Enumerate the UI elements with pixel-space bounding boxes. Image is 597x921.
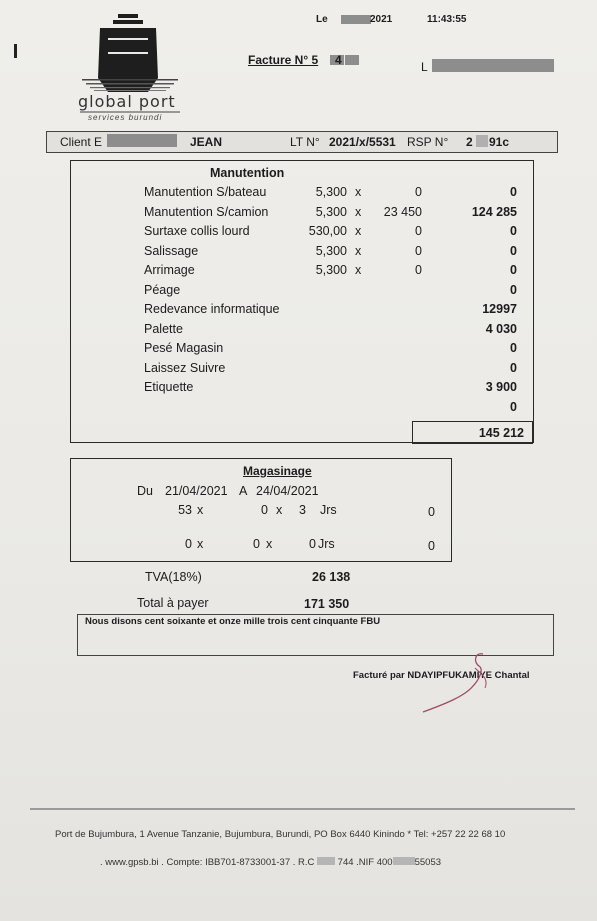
manutention-row-label: Péage: [144, 282, 181, 297]
margin-mark: [14, 44, 17, 58]
manutention-row-rate: 530,00: [308, 224, 347, 238]
rsp-value-a: 2: [466, 135, 473, 149]
manutention-row-label: Redevance informatique: [144, 302, 280, 316]
manutention-row-amount: 3 900: [485, 380, 517, 394]
manutention-row-rate: 5,300: [315, 204, 347, 219]
manutention-row-amount: 0: [510, 360, 517, 375]
redacted-nif: [393, 857, 415, 865]
manutention-row-label: Etiquette: [144, 380, 194, 394]
a-label: A: [239, 484, 248, 498]
manutention-row-amount: 0: [510, 243, 517, 258]
du-label: Du: [137, 484, 153, 498]
mag-line2-unit: Jrs: [318, 537, 335, 551]
manutention-row-amount: 124 285: [471, 204, 517, 219]
mag-line1-c: 3: [299, 503, 306, 517]
mag-line2-a: 0: [185, 537, 192, 551]
manutention-row-qty: 0: [415, 263, 422, 277]
redacted-rc: [317, 857, 335, 865]
date-prefix: Le: [316, 14, 328, 25]
manutention-row-x: x: [355, 224, 362, 238]
mag-line1-unit: Jrs: [320, 503, 337, 517]
redacted-date: [341, 15, 371, 24]
mag-line1-a: 53: [178, 503, 192, 517]
lt-label: LT N°: [290, 135, 320, 149]
manutention-row-amount: 4 030: [485, 321, 517, 336]
mag-line2-c: 0: [309, 537, 316, 551]
logo-tagline: services burundi: [88, 113, 163, 122]
mag-line1-b: 0: [261, 503, 268, 517]
rsp-label: RSP N°: [407, 135, 449, 149]
invoiced-by: Facturé par NDAYIPFUKAMIYE Chantal: [353, 670, 530, 681]
manutention-title: Manutention: [210, 166, 285, 180]
tva-label: TVA(18%): [145, 570, 202, 584]
total-payer-value: 171 350: [304, 597, 350, 611]
manutention-row-label: Arrimage: [144, 263, 195, 277]
mag-line2-b: 0: [253, 537, 260, 551]
manutention-row-rate: 5,300: [315, 263, 347, 277]
manutention-row-label: Manutention S/bateau: [144, 185, 267, 199]
manutention-row-x: x: [355, 204, 362, 219]
manutention-row-amount: 0: [510, 341, 517, 355]
a-date: 24/04/2021: [256, 484, 319, 498]
manutention-row-qty: 23 450: [383, 204, 422, 219]
location-initial: L: [421, 60, 428, 74]
redacted-invoice-digits-2: [345, 55, 359, 65]
mag-line2-ax: x: [197, 537, 204, 551]
tva-value: 26 138: [312, 570, 351, 584]
client-prefix: Client E: [60, 135, 103, 149]
client-name-end: JEAN: [190, 135, 223, 149]
mag-line1-ax: x: [197, 503, 204, 517]
manutention-row-x: x: [355, 185, 362, 199]
rsp-value-b: 91c: [489, 135, 510, 149]
mag-line2-amount: 0: [428, 539, 435, 553]
logo-wordmark: global port: [78, 92, 176, 111]
redacted-rsp: [476, 135, 488, 147]
manutention-row-amount: 0: [510, 282, 517, 297]
manutention-row-amount: 0: [510, 185, 517, 199]
redacted-location: [432, 59, 554, 72]
mag-line1-bx: x: [276, 503, 283, 517]
manutention-row-label: Laissez Suivre: [144, 360, 226, 375]
footer-account: [100, 857, 441, 868]
mag-line2-bx: x: [266, 537, 273, 551]
footer-account-a: . www.gpsb.bi . Compte: IBB701-8733001-37 . R.C: [100, 857, 315, 868]
manutention-row-amount: 0: [510, 263, 517, 277]
invoice-number-label: Facture N° 5: [248, 53, 319, 67]
manutention-row-qty: 0: [415, 224, 422, 238]
amount-in-words: Nous disons cent soixante et onze mille trois cent cinquante FBU: [85, 616, 381, 627]
footer-account-c: 55053: [414, 857, 442, 868]
manutention-row-label: Palette: [144, 321, 183, 336]
footer-account-b: 744 .NIF 400: [337, 857, 393, 868]
manutention-row-label: Pesé Magasin: [144, 341, 224, 355]
redacted-client-name: [107, 134, 177, 147]
manutention-row-amount: 0: [510, 399, 517, 414]
manutention-row-rate: 5,300: [315, 243, 347, 258]
lt-value: 2021/x/5531: [329, 135, 396, 149]
du-date: 21/04/2021: [165, 484, 228, 498]
manutention-row-label: Surtaxe collis lourd: [144, 224, 250, 238]
footer-address: Port de Bujumbura, 1 Avenue Tanzanie, Bujumbura, Burundi, PO Box 6440 Kinindo * Tel: +257 22 22 68 10: [55, 829, 506, 840]
manutention-total: 145 212: [478, 426, 524, 440]
manutention-row-qty: 0: [415, 243, 422, 258]
date-year: 2021: [370, 14, 393, 25]
manutention-row-label: Salissage: [144, 243, 199, 258]
mag-line1-amount: 0: [428, 505, 435, 519]
manutention-row-x: x: [355, 243, 362, 258]
manutention-row-amount: 0: [510, 224, 517, 238]
manutention-row-label: Manutention S/camion: [144, 204, 269, 219]
time: 11:43:55: [427, 14, 467, 25]
signature-icon: [415, 648, 495, 718]
manutention-row-qty: 0: [415, 185, 422, 199]
manutention-row-x: x: [355, 263, 362, 277]
manutention-row-rate: 5,300: [315, 185, 347, 199]
manutention-row-amount: 12997: [482, 302, 517, 316]
footer-divider: [30, 808, 575, 810]
total-payer-label: Total à payer: [137, 596, 209, 610]
magasinage-title: Magasinage: [243, 464, 312, 478]
invoice-number-partial: 4: [335, 53, 342, 67]
